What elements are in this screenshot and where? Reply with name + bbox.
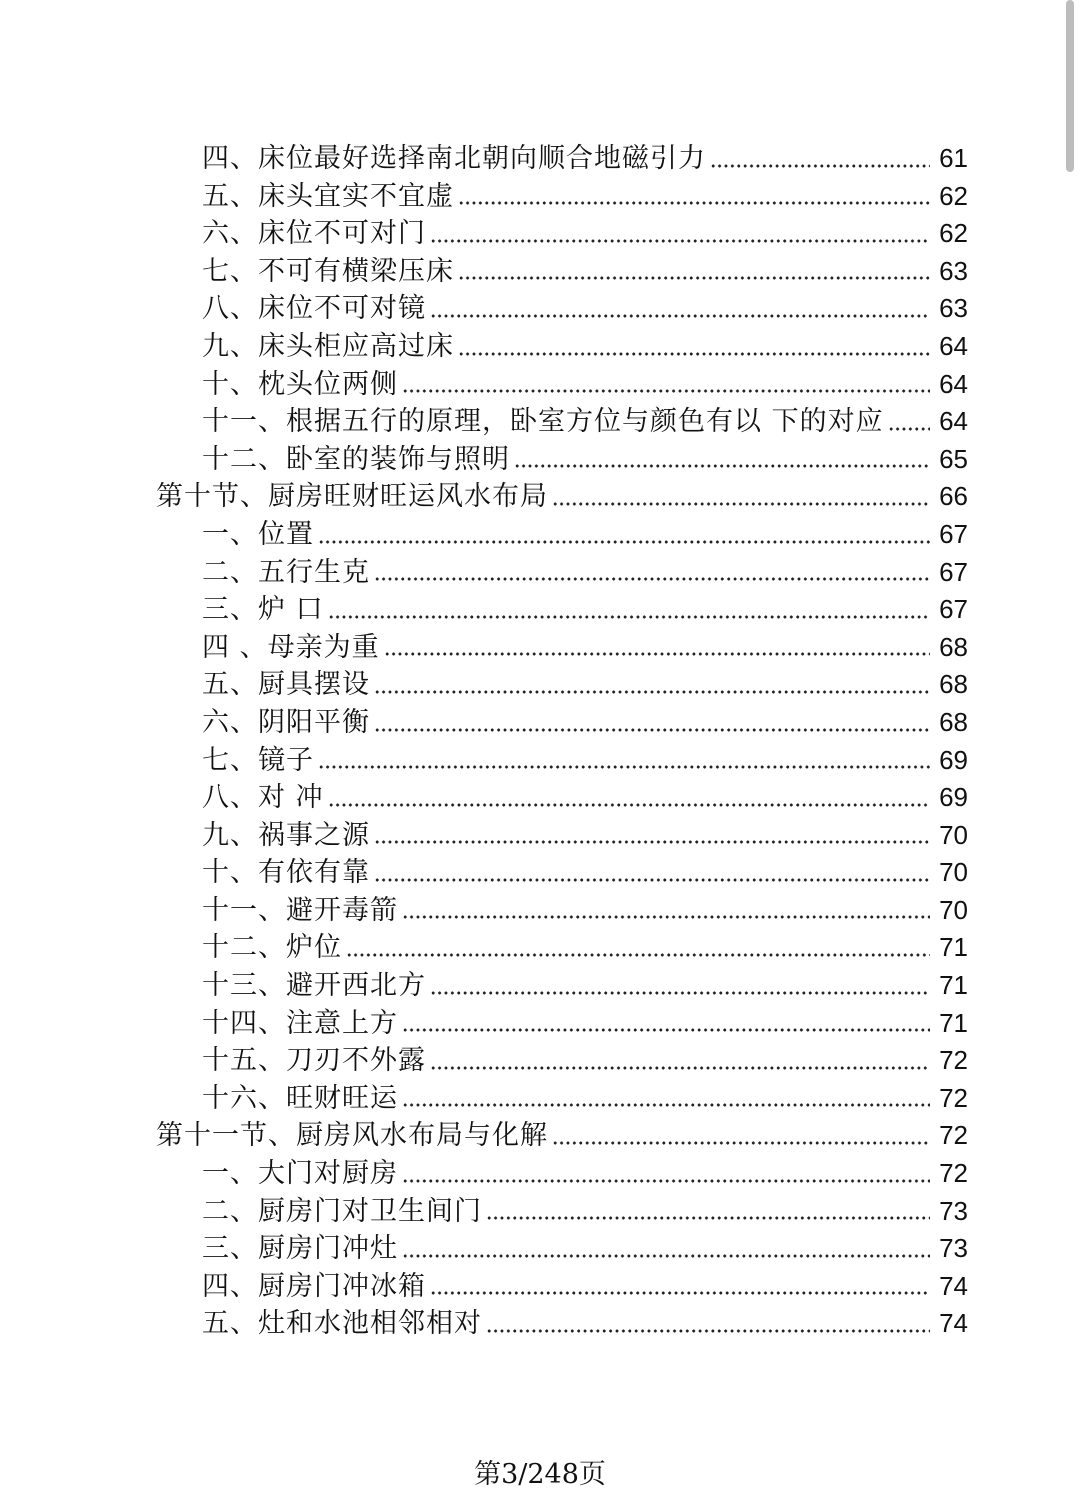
toc-entry-label: 一、大门对厨房 — [202, 1158, 398, 1190]
toc-subsection-entry[interactable] — [0, 140, 1080, 178]
toc-subsection-entry[interactable] — [0, 1268, 1080, 1306]
toc-entry-label: 六、阴阳平衡 — [202, 706, 370, 738]
toc-dot-leader — [374, 877, 930, 883]
toc-entry-label: 五、厨具摆设 — [202, 669, 370, 701]
toc-subsection-entry[interactable] — [0, 779, 1080, 817]
toc-entry-label: 九、祸事之源 — [202, 819, 370, 851]
toc-page-number: 70 — [939, 819, 968, 850]
toc-dot-leader — [346, 952, 930, 958]
toc-subsection-entry[interactable] — [0, 929, 1080, 967]
toc-entry-label: 十三、避开西北方 — [202, 970, 426, 1002]
toc-dot-leader — [328, 614, 930, 620]
toc-subsection-entry[interactable] — [0, 1230, 1080, 1268]
toc-dot-leader — [430, 313, 930, 319]
toc-subsection-entry[interactable] — [0, 1080, 1080, 1118]
toc-subsection-entry[interactable] — [0, 1155, 1080, 1193]
toc-dot-leader — [458, 275, 930, 281]
toc-subsection-entry[interactable] — [0, 554, 1080, 592]
toc-entry-label: 八、对 冲 — [202, 782, 324, 814]
toc-entry-label: 第十一节、厨房风水布局与化解 — [156, 1120, 548, 1152]
toc-entry-label: 二、五行生克 — [202, 556, 370, 588]
toc-page-number: 68 — [939, 669, 968, 700]
toc-entry-label: 十六、旺财旺运 — [202, 1082, 398, 1114]
toc-page-number: 63 — [939, 255, 968, 286]
toc-dot-leader — [328, 802, 930, 808]
toc-page-number: 62 — [939, 218, 968, 249]
toc-entry-label: 第十节、厨房旺财旺运风水布局 — [156, 481, 548, 513]
toc-entry-label: 九、床头柜应高过床 — [202, 330, 454, 362]
toc-page-number: 67 — [939, 518, 968, 549]
toc-page-number: 71 — [939, 932, 968, 963]
toc-page-number: 69 — [939, 744, 968, 775]
toc-page-number: 62 — [939, 180, 968, 211]
toc-page-number: 72 — [939, 1082, 968, 1113]
toc-page-number: 68 — [939, 706, 968, 737]
toc-subsection-entry[interactable] — [0, 666, 1080, 704]
toc-entry-label: 六、床位不可对门 — [202, 218, 426, 250]
toc-page-number: 69 — [939, 782, 968, 813]
toc-page-number: 65 — [939, 443, 968, 474]
toc-entry-label: 三、厨房门冲灶 — [202, 1233, 398, 1265]
toc-dot-leader — [552, 1140, 930, 1146]
toc-entry-label: 十一、根据五行的原理，卧室方位与颜色有以 下的对应 — [202, 406, 884, 438]
toc-subsection-entry[interactable] — [0, 403, 1080, 441]
toc-page-number: 61 — [939, 143, 968, 173]
toc-page-number: 67 — [939, 594, 968, 625]
toc-dot-leader — [374, 727, 930, 733]
toc-dot-leader — [402, 1027, 930, 1033]
toc-dot-leader — [402, 1178, 930, 1184]
toc-dot-leader — [552, 501, 930, 507]
toc-subsection-entry[interactable] — [0, 1005, 1080, 1043]
toc-dot-leader — [402, 1253, 930, 1259]
toc-dot-leader — [384, 651, 930, 657]
toc-subsection-entry[interactable] — [0, 591, 1080, 629]
toc-page-number: 72 — [939, 1120, 968, 1151]
toc-section-entry[interactable] — [0, 478, 1080, 516]
toc-entry-label: 四、床位最好选择南北朝向顺合地磁引力 — [202, 143, 706, 174]
toc-subsection-entry[interactable] — [0, 366, 1080, 404]
scrollbar-track[interactable] — [1064, 0, 1080, 1506]
toc-page-number: 73 — [939, 1195, 968, 1226]
toc-entry-label: 五、床头宜实不宜虚 — [202, 180, 454, 212]
toc-page-number: 72 — [939, 1045, 968, 1076]
toc-entry-label: 十一、避开毒箭 — [202, 894, 398, 926]
toc-dot-leader — [402, 1102, 930, 1108]
toc-entry-label: 十二、卧室的装饰与照明 — [202, 443, 510, 475]
toc-entry-label: 十四、注意上方 — [202, 1007, 398, 1039]
toc-dot-leader — [374, 839, 930, 845]
toc-page-number: 74 — [939, 1270, 968, 1301]
toc-page-number: 70 — [939, 857, 968, 888]
toc-entry-label: 四 、母亲为重 — [202, 631, 380, 663]
toc-dot-leader — [486, 1215, 930, 1221]
toc-entry-label: 一、位置 — [202, 518, 314, 550]
toc-entry-label: 十五、刀刃不外露 — [202, 1045, 426, 1077]
toc-subsection-entry[interactable] — [0, 1305, 1080, 1343]
toc-dot-leader — [402, 914, 930, 920]
toc-subsection-entry[interactable] — [0, 253, 1080, 291]
toc-page-number: 68 — [939, 631, 968, 662]
toc-entry-label: 十、有依有靠 — [202, 857, 370, 889]
toc-subsection-entry[interactable] — [0, 516, 1080, 554]
toc-page-number: 64 — [939, 368, 968, 399]
toc-dot-leader — [318, 764, 930, 770]
toc-subsection-entry[interactable] — [0, 1193, 1080, 1231]
toc-subsection-entry[interactable] — [0, 178, 1080, 216]
toc-subsection-entry[interactable] — [0, 629, 1080, 667]
toc-page-number: 67 — [939, 556, 968, 587]
toc-dot-leader — [430, 1065, 930, 1071]
page-indicator: 第3/248页 — [474, 1459, 606, 1490]
toc-subsection-entry[interactable] — [0, 854, 1080, 892]
toc-page-number: 64 — [939, 330, 968, 361]
toc-section-entry[interactable] — [0, 1117, 1080, 1155]
toc-entry-label: 二、厨房门对卫生间门 — [202, 1195, 482, 1227]
toc-dot-leader — [710, 163, 930, 169]
toc-page-number: 71 — [939, 1007, 968, 1038]
toc-page-number: 73 — [939, 1233, 968, 1264]
toc-page-number: 74 — [939, 1308, 968, 1339]
toc-dot-leader — [458, 351, 930, 357]
toc-dot-leader — [486, 1328, 930, 1334]
toc-page-number: 71 — [939, 970, 968, 1001]
scrollbar-thumb[interactable] — [1066, 0, 1074, 172]
toc-subsection-entry[interactable] — [0, 441, 1080, 479]
toc-subsection-entry[interactable] — [0, 817, 1080, 855]
toc-subsection-entry[interactable] — [0, 967, 1080, 1005]
toc-subsection-entry[interactable] — [0, 328, 1080, 366]
toc-dot-leader — [514, 463, 930, 469]
toc-subsection-entry[interactable] — [0, 704, 1080, 742]
toc-entry-label: 八、床位不可对镜 — [202, 293, 426, 325]
toc-dot-leader — [430, 238, 930, 244]
toc-dot-leader — [458, 200, 930, 206]
toc-page-number: 63 — [939, 293, 968, 324]
toc-entry-label: 十、枕头位两侧 — [202, 368, 398, 400]
toc-dot-leader — [430, 1290, 930, 1296]
toc-page-number: 64 — [939, 406, 968, 437]
toc-entry-label: 七、不可有横梁压床 — [202, 255, 454, 287]
toc-entry-label: 三、炉 口 — [202, 594, 324, 626]
toc-subsection-entry[interactable] — [0, 215, 1080, 253]
toc-dot-leader — [318, 539, 930, 545]
toc-subsection-entry[interactable] — [0, 290, 1080, 328]
toc-entry-label: 四、厨房门冲冰箱 — [202, 1270, 426, 1302]
toc-dot-leader — [374, 689, 930, 695]
toc-entry-label: 十二、炉位 — [202, 932, 342, 964]
toc-dot-leader — [402, 388, 930, 394]
toc-dot-leader — [888, 426, 930, 432]
toc-dot-leader — [374, 576, 930, 582]
toc-page-number: 72 — [939, 1158, 968, 1189]
toc-entry-label: 七、镜子 — [202, 744, 314, 776]
table-of-contents — [0, 140, 1080, 1343]
toc-page-number: 66 — [939, 481, 968, 512]
toc-subsection-entry[interactable] — [0, 892, 1080, 930]
toc-subsection-entry[interactable] — [0, 742, 1080, 780]
toc-subsection-entry[interactable] — [0, 1042, 1080, 1080]
toc-page-number: 70 — [939, 894, 968, 925]
toc-dot-leader — [430, 990, 930, 996]
toc-entry-label: 五、灶和水池相邻相对 — [202, 1308, 482, 1340]
